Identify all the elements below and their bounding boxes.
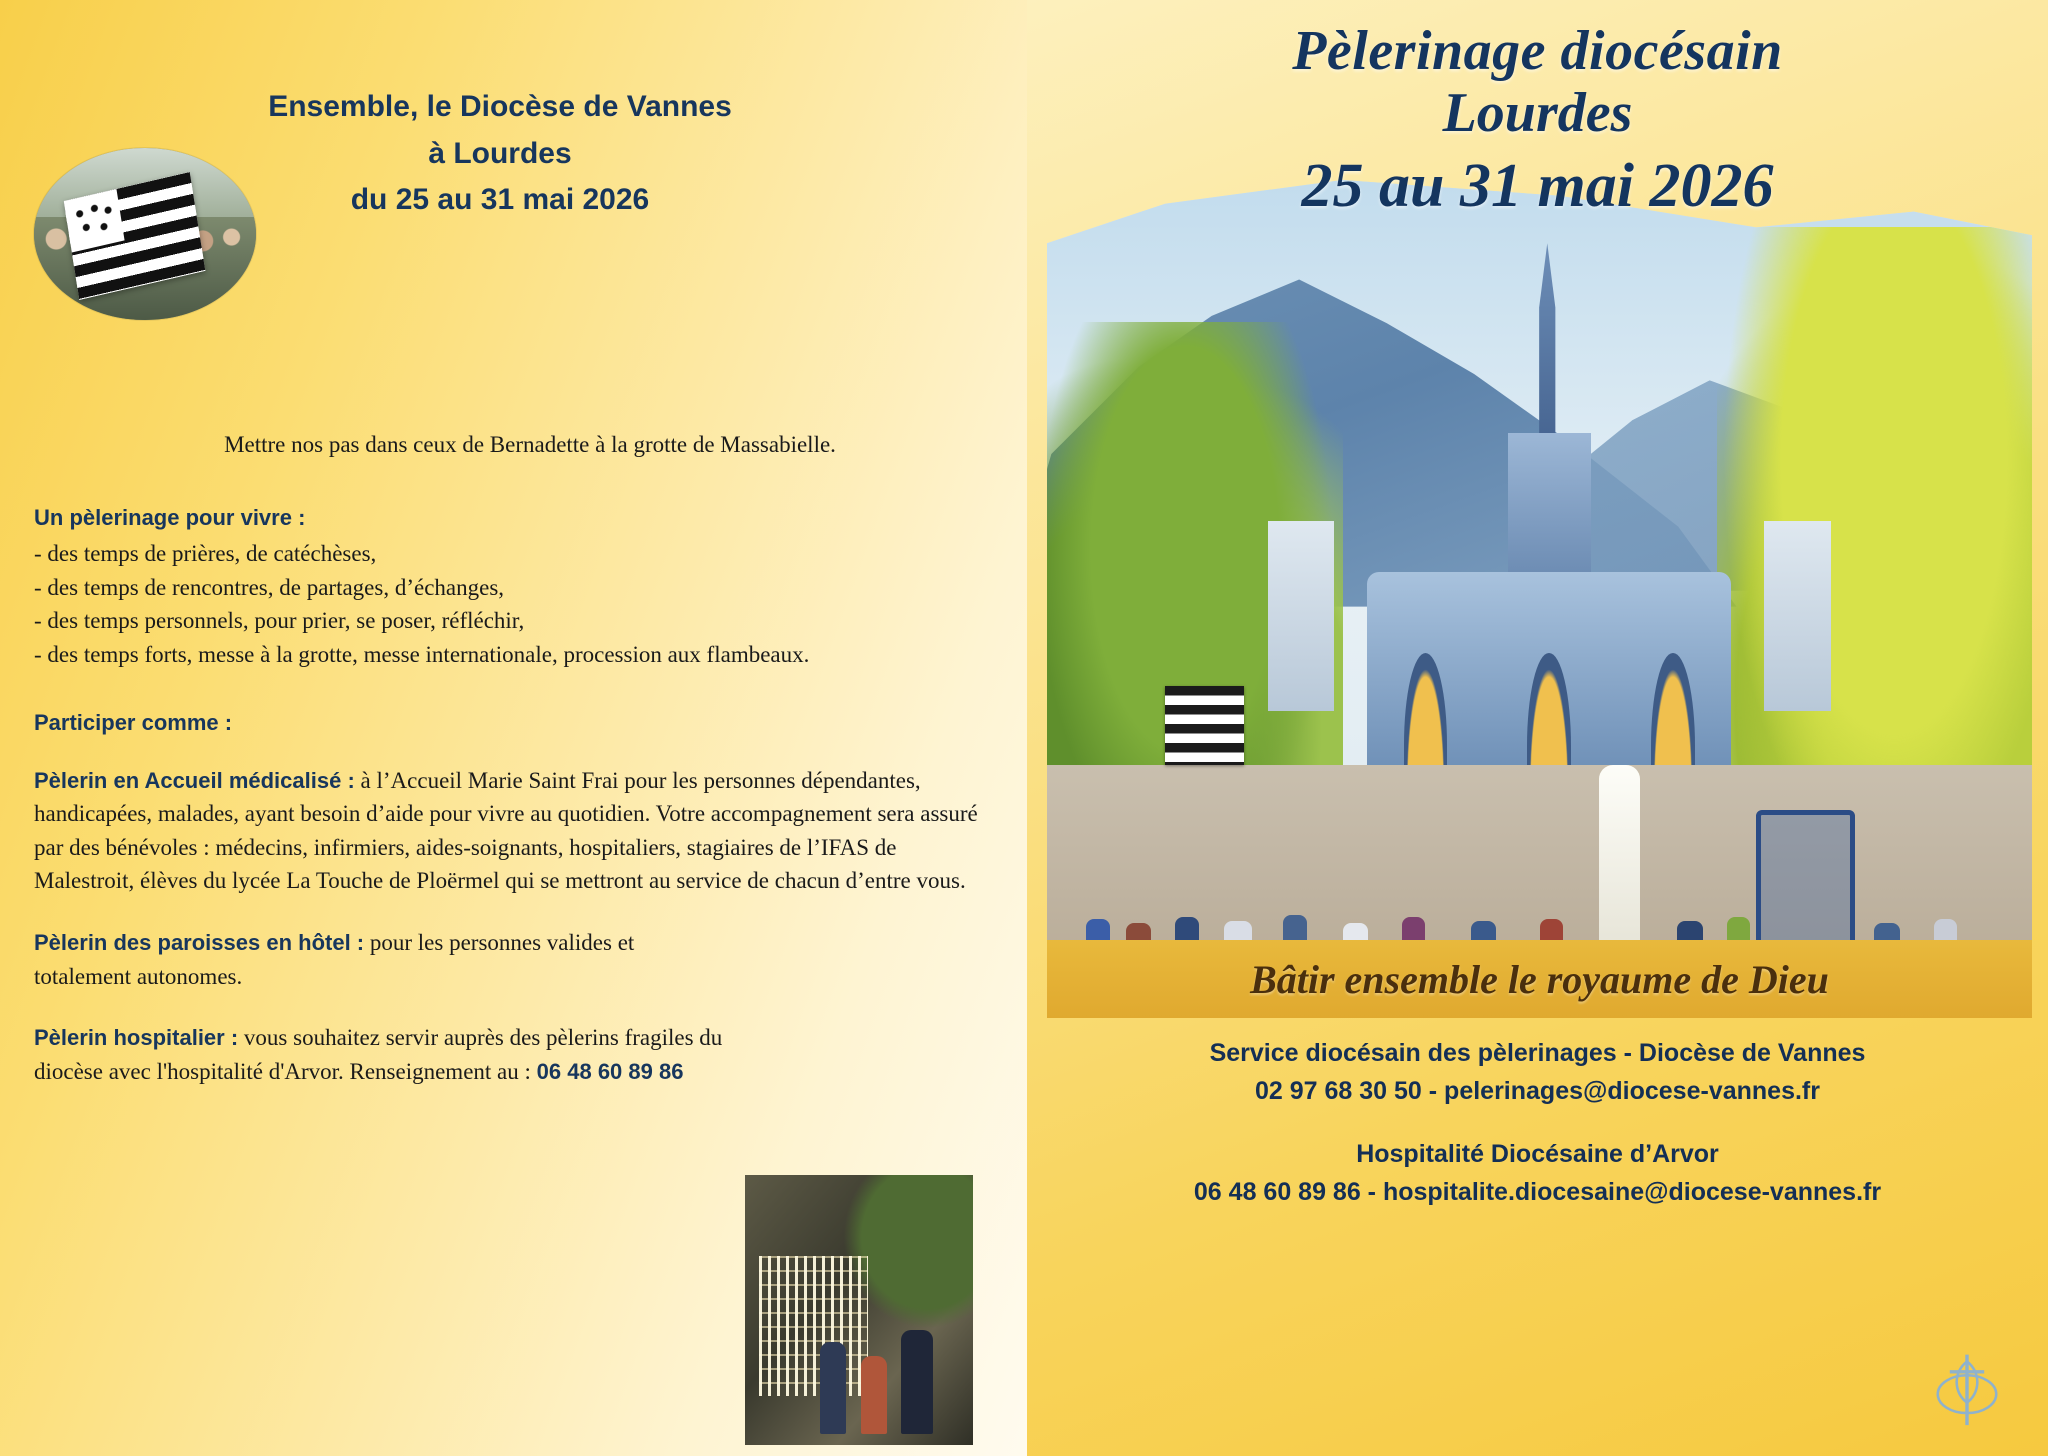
bullet-item: - des temps forts, messe à la grotte, messe internationale, procession aux flambeaux. [34,641,810,667]
left-body [34,505,994,1088]
bullet-item: - des temps de rencontres, de partages, d’échanges, [34,574,505,600]
photo-grotte-cierges [745,1175,973,1445]
option-text: à l’Accueil Marie Saint Frai pour les personnes dépendantes, handicapées, malades, ayant besoin d’aide pour vivre au quotidien. Votre accompagnement sera assuré par des bénévoles : médecins, infirmiers, aides-soignants, hospitaliers, stagiaires de l’IFAS de Malestroit, élèves du lycée La Touche de Ploërmel qui se mettront au service de chacun d’entre vous. [34,767,978,894]
slogan-banner [1047,940,2032,1018]
option-label: Pèlerin des paroisses en hôtel : [34,929,365,955]
left-heading-line2: à Lourdes [428,136,572,170]
contact-hospitalite: Hospitalité Diocésaine d’Arvor [1356,1140,1719,1168]
contact-service: Service diocésain des pèlerinages - Diocèse de Vannes [1209,1039,1866,1067]
option-paroisses-en-hotel [34,926,734,993]
slogan-text: Bâtir ensemble le royaume de Dieu [1250,956,1829,1002]
contact-hospitalite-phone-email[interactable]: 06 48 60 89 86 - hospitalite.diocesaine@diocese-vannes.fr [1193,1177,1882,1206]
section-title-pelerinage-pour-vivre: Un pèlerinage pour vivre : [34,505,306,530]
option-text: vous souhaitez servir auprès des pèlerins fragiles du diocèse avec l'hospitalité d'Arvor. Renseignement au : [34,1025,723,1084]
diocese-logo-icon [1924,1346,2010,1432]
option-pelerin-hospitalier [34,1021,734,1088]
left-heading [180,84,820,224]
bullet-list [34,538,994,672]
left-heading-line1: Ensemble, le Diocèse de Vannes [268,90,732,123]
left-heading-line3: du 25 au 31 mai 2026 [350,183,650,216]
hospitalite-phone[interactable]: 06 48 60 89 86 [536,1058,684,1084]
cover-title-line3: 25 au 31 mai 2026 [1301,152,1774,221]
cover-title-line1: Pèlerinage diocésain [1292,20,1783,82]
bullet-item: - des temps de prières, de catéchèses, [34,541,377,566]
bullet-item: - des temps personnels, pour prier, se poser, réfléchir, [34,608,525,634]
breton-flag-icon [1165,686,1244,765]
cover-title [1027,22,2048,224]
eveque-icon [1599,765,1640,947]
option-label: Pèlerin hospitalier : [34,1025,239,1051]
option-accueil-medicalise [34,764,989,898]
wheelchair-icon [1756,810,1855,946]
option-label: Pèlerin en Accueil médicalisé : [34,767,355,793]
tagline: Mettre nos pas dans ceux de Bernadette à la grotte de Massabielle. [224,432,836,457]
section-title-participer-comme: Participer comme : [34,709,233,735]
cover-title-line2: Lourdes [1442,81,1633,144]
right-panel [1027,0,2048,1456]
option-text: pour les personnes valides et totalement autonomes. [34,929,635,989]
contact-block [1027,1035,2048,1211]
crowd-figures [1047,749,2032,954]
contact-service-phone-email[interactable]: 02 97 68 30 50 - pelerinages@diocese-vannes.fr [1255,1076,1820,1105]
illustration-basilique-lourdes [1047,180,2032,970]
